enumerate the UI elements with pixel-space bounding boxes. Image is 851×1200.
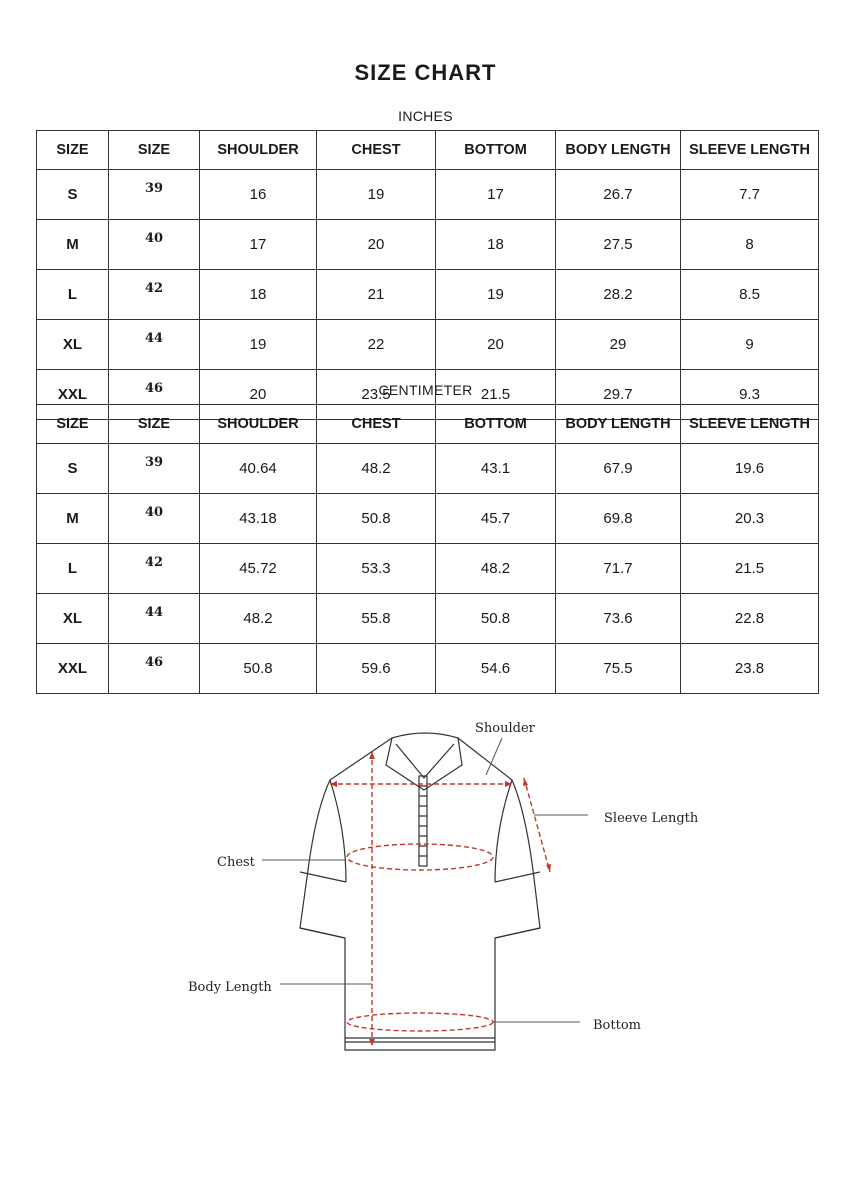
measurement-cell: 43.1	[436, 444, 556, 494]
size-number-cell: 44	[109, 594, 200, 644]
column-header: SIZE	[109, 405, 200, 444]
size-letter-cell: XL	[37, 594, 109, 644]
measurement-cell: 29.7	[556, 370, 681, 420]
measurement-cell: 40.64	[200, 444, 317, 494]
measurement-cell: 17	[200, 220, 317, 270]
chest-label: Chest	[217, 855, 255, 870]
measurement-cell: 18	[436, 220, 556, 270]
measurement-cell: 7.7	[681, 170, 819, 220]
measurement-cell: 59.6	[317, 644, 436, 694]
inches-table	[36, 130, 819, 420]
measurement-cell: 71.7	[556, 544, 681, 594]
bottom-label: Bottom	[593, 1018, 641, 1033]
centimeter-table-body	[37, 444, 819, 694]
column-header: CHEST	[317, 405, 436, 444]
measurement-cell: 26.7	[556, 170, 681, 220]
measurement-cell: 8	[681, 220, 819, 270]
sleeve-length-measure-line	[524, 778, 550, 872]
size-number-cell: 40	[109, 494, 200, 544]
table-row	[37, 494, 819, 544]
column-header: SIZE	[37, 131, 109, 170]
size-number-cell: 42	[109, 270, 200, 320]
body-length-label: Body Length	[188, 980, 272, 995]
table-header-row	[37, 405, 819, 444]
size-letter-cell: S	[37, 170, 109, 220]
column-header: SIZE	[37, 405, 109, 444]
measurement-cell: 48.2	[317, 444, 436, 494]
size-number-cell: 44	[109, 320, 200, 370]
measurement-cell: 43.18	[200, 494, 317, 544]
measurement-cell: 22.8	[681, 594, 819, 644]
table-row	[37, 320, 819, 370]
polo-shirt-icon	[300, 733, 540, 1050]
measurement-cell: 8.5	[681, 270, 819, 320]
size-letter-cell: M	[37, 220, 109, 270]
table-row	[37, 544, 819, 594]
measurement-cell: 50.8	[317, 494, 436, 544]
measurement-cell: 69.8	[556, 494, 681, 544]
size-number-cell: 39	[109, 444, 200, 494]
measurement-cell: 50.8	[200, 644, 317, 694]
measurement-cell: 19	[200, 320, 317, 370]
measurement-cell: 55.8	[317, 594, 436, 644]
column-header: SIZE	[109, 131, 200, 170]
column-header: BODY LENGTH	[556, 405, 681, 444]
shoulder-label: Shoulder	[475, 721, 535, 736]
measurement-cell: 20.3	[681, 494, 819, 544]
measurement-cell: 9	[681, 320, 819, 370]
measurement-cell: 22	[317, 320, 436, 370]
size-number-cell: 46	[109, 370, 200, 420]
table-row	[37, 270, 819, 320]
column-header: SHOULDER	[200, 405, 317, 444]
measurement-cell: 54.6	[436, 644, 556, 694]
table-row	[37, 444, 819, 494]
measurement-cell: 27.5	[556, 220, 681, 270]
column-header: BODY LENGTH	[556, 131, 681, 170]
measurement-cell: 20	[317, 220, 436, 270]
measurement-cell: 16	[200, 170, 317, 220]
column-header: SHOULDER	[200, 131, 317, 170]
measurement-cell: 29	[556, 320, 681, 370]
measurement-cell: 19.6	[681, 444, 819, 494]
measurement-cell: 19	[436, 270, 556, 320]
size-number-cell: 46	[109, 644, 200, 694]
inches-label: INCHES	[398, 108, 453, 124]
measurement-cell: 20	[200, 370, 317, 420]
size-number-cell: 39	[109, 170, 200, 220]
measurement-cell: 53.3	[317, 544, 436, 594]
measurement-cell: 48.2	[436, 544, 556, 594]
column-header: CHEST	[317, 131, 436, 170]
table-header-row	[37, 131, 819, 170]
size-letter-cell: L	[37, 270, 109, 320]
measurement-cell: 75.5	[556, 644, 681, 694]
measurement-cell: 9.3	[681, 370, 819, 420]
measurement-cell: 23.5	[317, 370, 436, 420]
polo-shirt-measurement-diagram	[0, 690, 851, 1070]
measurement-cell: 45.72	[200, 544, 317, 594]
measurement-cell: 20	[436, 320, 556, 370]
size-number-cell: 42	[109, 544, 200, 594]
size-letter-cell: S	[37, 444, 109, 494]
page-title: SIZE CHART	[354, 60, 497, 85]
measurement-cell: 45.7	[436, 494, 556, 544]
measurement-cell: 17	[436, 170, 556, 220]
measurement-cell: 21	[317, 270, 436, 320]
size-letter-cell: XXL	[37, 644, 109, 694]
table-row	[37, 220, 819, 270]
column-header: SLEEVE LENGTH	[681, 131, 819, 170]
measurement-cell: 23.8	[681, 644, 819, 694]
centimeter-label: CENTIMETER	[378, 382, 473, 398]
measurement-guides	[330, 752, 550, 1046]
column-header: BOTTOM	[436, 405, 556, 444]
size-letter-cell: L	[37, 544, 109, 594]
size-letter-cell: XL	[37, 320, 109, 370]
measurement-cell: 21.5	[681, 544, 819, 594]
column-header: BOTTOM	[436, 131, 556, 170]
size-letter-cell: XXL	[37, 370, 109, 420]
table-row	[37, 594, 819, 644]
size-number-cell: 40	[109, 220, 200, 270]
measurement-cell: 50.8	[436, 594, 556, 644]
measurement-cell: 73.6	[556, 594, 681, 644]
leader-lines	[262, 738, 588, 1022]
measurement-cell: 48.2	[200, 594, 317, 644]
measurement-cell: 67.9	[556, 444, 681, 494]
table-row	[37, 644, 819, 694]
bottom-measure-ellipse	[347, 1013, 493, 1031]
centimeter-table	[36, 404, 819, 694]
measurement-cell: 28.2	[556, 270, 681, 320]
measurement-cell: 19	[317, 170, 436, 220]
measurement-cell: 18	[200, 270, 317, 320]
measurement-cell: 21.5	[436, 370, 556, 420]
size-letter-cell: M	[37, 494, 109, 544]
column-header: SLEEVE LENGTH	[681, 405, 819, 444]
table-row	[37, 170, 819, 220]
sleeve-length-label: Sleeve Length	[604, 811, 699, 826]
